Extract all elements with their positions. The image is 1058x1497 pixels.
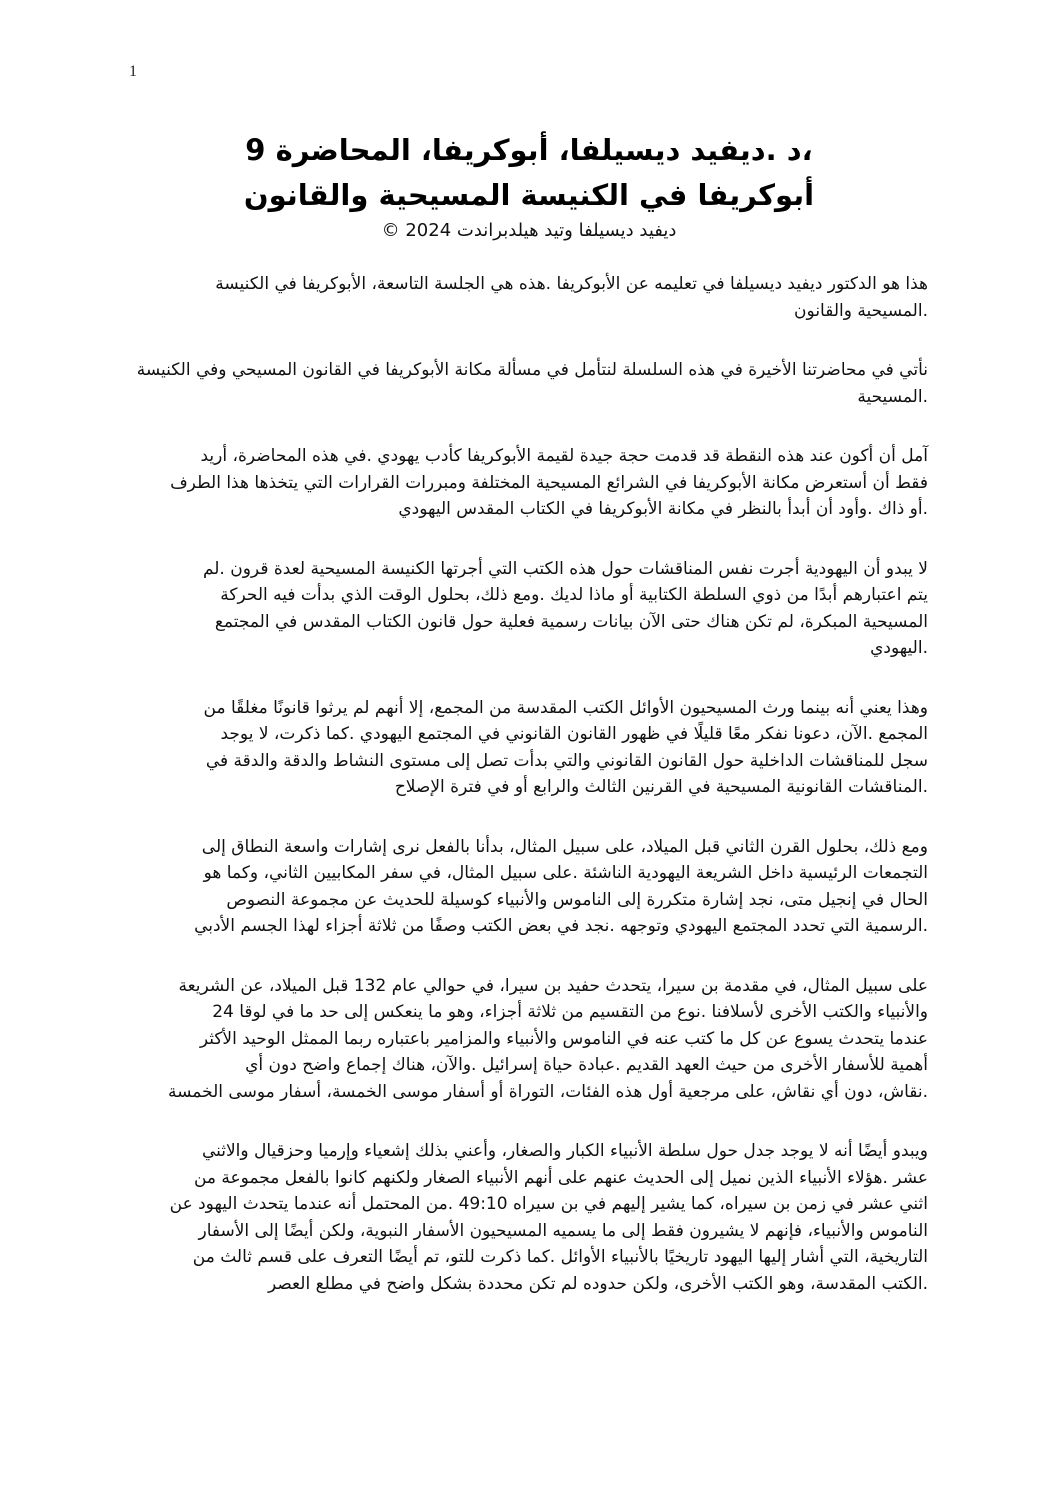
copyright-line: ديفيد ديسيلفا وتيد هيلدبراندت 2024 © <box>381 220 677 241</box>
paragraph-3 <box>130 443 928 523</box>
paragraph-line: المجمع .الآن، دعونا نفكر معًا قليلًا في ظهور القانون القانوني في المجتمع اليهودي .كما ذكرت، لا يوجد <box>220 724 928 744</box>
paragraph-line: والأنبياء والكتب الأخرى لأسلافنا .نوع من التقسيم من ثلاثة أجزاء، وهو ما ينعكس إلى حد ما في لوقا 24 <box>212 1002 928 1022</box>
paragraph-line: وهذا يعني أنه بينما ورث المسيحيون الأوائل الكتب المقدسة من المجمع، إلا أنهم لم يرثوا قانونًا مغلقًا من <box>203 697 928 718</box>
paragraph-line: .المناقشات القانونية المسيحية في القرنين الثالث والرابع أو في فترة الإصلاح <box>394 777 928 797</box>
paragraph-line: التجمعات الرئيسية داخل الشريعة اليهودية الناشئة .على سبيل المثال، في سفر المكابيين الثاني، وكما هو <box>203 863 928 883</box>
paragraph-line: آمل أن أكون عند هذه النقطة قد قدمت حجة جيدة لقيمة الأبوكريفا كأدب يهودي .في هذه المحاضرة، أريد <box>200 446 928 466</box>
paragraph-line: المسيحية المبكرة، لم تكن هناك حتى الآن بيانات رسمية فعلية حول قانون الكتاب المقدس في المجتمع <box>214 611 928 632</box>
paragraph-line: أهمية للأسفار الأخرى من حيث العهد القديم .عبادة حياة إسرائيل .والآن، هناك إجماع واضح دون أي <box>245 1055 928 1075</box>
paragraph-line: فقط أن أستعرض مكانة الأبوكريفا في الشرائع المسيحية المختلفة ومبررات القرارات التي يتخذها هذا الطرف <box>170 472 928 493</box>
document-title-line-1: ،د .ديفيد ديسيلفا، أبوكريفا، المحاضرة 9 <box>245 133 813 167</box>
page-number: 1 <box>129 63 137 80</box>
paragraph-line: .اليهودي <box>870 638 928 658</box>
paragraph-line: .نقاش، دون أي نقاش، على مرجعية أول هذه الفئات، التوراة أو أسفار موسى الخمسة، أسفار موسى الخمسة <box>168 1081 928 1102</box>
paragraph-line: لا يبدو أن اليهودية أجرت نفس المناقشات حول هذه الكتب التي أجرتها الكنيسة المسيحية لعدة قرون .لم <box>202 558 928 579</box>
paragraph-2 <box>130 357 928 410</box>
document-body <box>130 271 928 1330</box>
paragraph-line: .الرسمية التي تحدد المجتمع اليهودي وتوجهه .نجد في بعض الكتب وصفًا من ثلاثة أجزاء لهذا الجسم الأدبي <box>194 916 928 936</box>
paragraph-6 <box>130 834 928 940</box>
paragraph-line: التاريخية، التي أشار إليها اليهود تاريخيًا بالأنبياء الأوائل .كما ذكرت للتو، تم أيضًا التعرف على قسم ثالث من <box>192 1247 928 1267</box>
paragraph-4 <box>130 556 928 662</box>
paragraph-line: الناموس والأنبياء، فإنهم لا يشيرون فقط إلى ما يسميه المسيحيون الأسفار النبوية، ولكن أيضًا إلى الأسفار <box>198 1220 928 1241</box>
paragraph-8 <box>130 1138 928 1297</box>
paragraph-7 <box>130 973 928 1106</box>
paragraph-line: سجل للمناقشات الداخلية حول القانون القانوني والتي بدأت تصل إلى مستوى النشاط والدقة والدقة في <box>205 750 928 771</box>
paragraph-line: الحال في إنجيل متى، نجد إشارة متكررة إلى الناموس والأنبياء كوسيلة للحديث عن مجموعة النصوص <box>226 889 928 910</box>
paragraph-line: ومع ذلك، بحلول القرن الثاني قبل الميلاد، على سبيل المثال، بدأنا بالفعل نرى إشارات واسعة النطاق إلى <box>201 836 928 857</box>
paragraph-1 <box>130 271 928 324</box>
paragraph-line: .المسيحية <box>857 386 928 407</box>
paragraph-5 <box>130 695 928 801</box>
paragraph-line: يتم اعتبارهم أبدًا من ذوي السلطة الكتابية أو ماذا لديك .ومع ذلك، بحلول الوقت الذي بدأت فيه الحركة <box>220 585 928 605</box>
document-title-line-2: أبوكريفا في الكنيسة المسيحية والقانون <box>243 178 815 212</box>
paragraph-line: .أو ذاك .وأود أن أبدأ بالنظر في مكانة الأبوكريفا في الكتاب المقدس اليهودي <box>398 499 928 519</box>
paragraph-line: ويبدو أيضًا أنه لا يوجد جدل حول سلطة الأنبياء الكبار والصغار، وأعني بذلك إشعياء وإرميا وحزقيال والاثني <box>201 1141 928 1161</box>
paragraph-line: اثني عشر في زمن بن سيراه، كما يشير إليهم في بن سيراه 49:10 .من المحتمل أنه عندما يتحدث اليهود عن <box>169 1194 928 1214</box>
paragraph-line: على سبيل المثال، في مقدمة بن سيرا، يتحدث حفيد بن سيرا، في حوالي عام 132 قبل الميلاد، عن الشريعة <box>178 975 928 996</box>
paragraph-line: .المسيحية والقانون <box>794 300 928 321</box>
paragraph-line: عشر .هؤلاء الأنبياء الذين نميل إلى الحديث عنهم على أنهم الأنبياء الصغار ولكنهم كانوا بالفعل مجموعة من <box>193 1167 928 1188</box>
paragraph-line: هذا هو الدكتور ديفيد ديسيلفا في تعليمه عن الأبوكريفا .هذه هي الجلسة التاسعة، الأبوكريفا في الكنيسة <box>215 274 928 294</box>
paragraph-line: نأتي في محاضرتنا الأخيرة في هذه السلسلة لنتأمل في مسألة مكانة الأبوكريفا في القانون المسيحي وفي الكنيسة <box>136 360 928 380</box>
paragraph-line: .الكتب المقدسة، وهو الكتب الأخرى، ولكن حدوده لم تكن محددة بشكل واضح في مطلع العصر <box>267 1273 928 1294</box>
paragraph-line: عندما يتحدث يسوع عن كل ما كتب عنه في الناموس والأنبياء والمزامير باعتباره ربما الممثل الوحيد الأكثر <box>199 1028 928 1049</box>
document-header <box>0 128 1058 244</box>
